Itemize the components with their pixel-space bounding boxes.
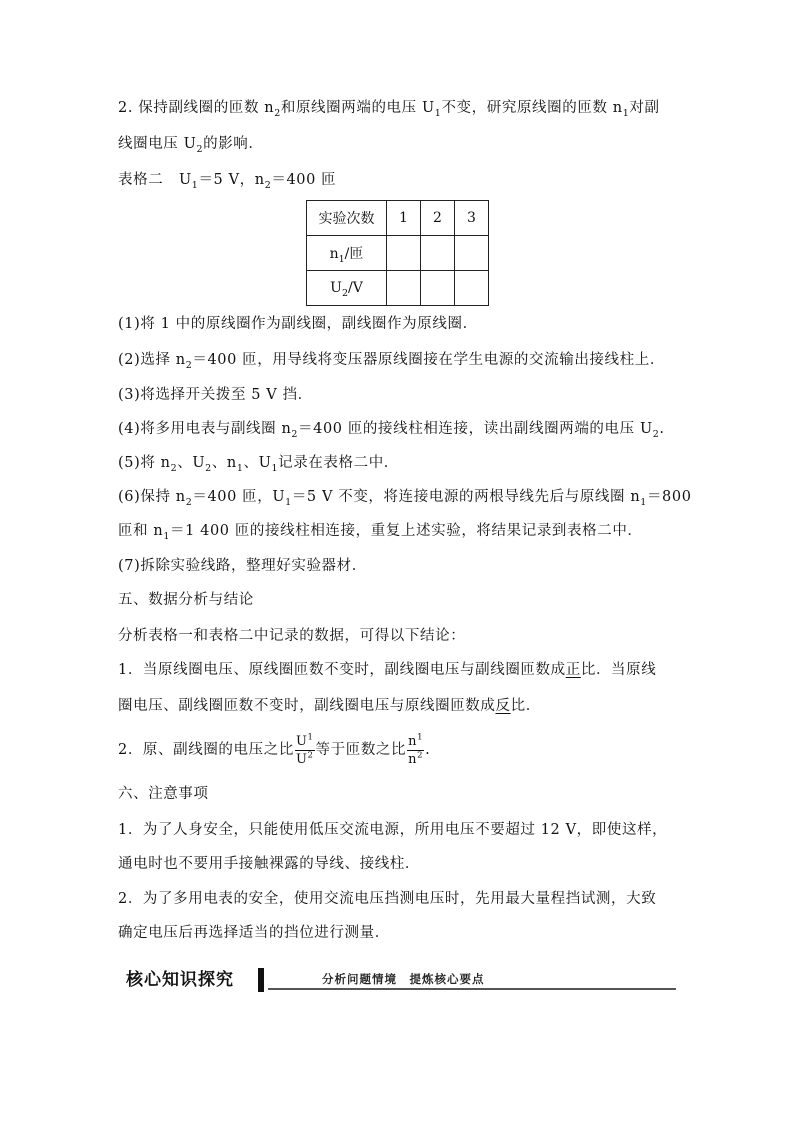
text: 通电时也不要用手接触裸露的导线、接线柱． <box>118 856 420 872</box>
fraction-numerator <box>407 733 424 751</box>
superscript: 2 <box>307 750 314 761</box>
conclusion-2 <box>118 732 430 768</box>
banner-subtitle: 分析问题情境 提炼核心要点 <box>322 972 485 986</box>
text: 不变，研究原线圈的匝数 n <box>441 100 623 116</box>
subscript: 1 <box>622 107 630 119</box>
table-cell: 实验次数 <box>307 201 387 236</box>
superscript: 2 <box>417 750 424 761</box>
text: 对副 <box>629 100 660 116</box>
subscript: 2 <box>205 462 212 474</box>
step-7 <box>118 556 367 576</box>
text: . <box>659 421 665 437</box>
table-row-n1 <box>307 236 489 271</box>
table-cell: 3 <box>455 201 489 236</box>
text: 、U <box>243 455 272 471</box>
text: (3)将选择开关拨至 5 V 挡． <box>118 387 313 403</box>
data-table <box>306 200 489 306</box>
paragraph-2-line-2 <box>118 134 264 154</box>
turns-ratio-fraction <box>407 733 424 768</box>
text: (6)保持 n <box>118 489 186 505</box>
step-4 <box>118 419 665 439</box>
text: /V <box>348 280 363 296</box>
table-label: 表格二 <box>118 172 164 188</box>
text: 记录在表格二中． <box>278 455 399 471</box>
table-row-label <box>307 236 387 271</box>
subscript: 2 <box>185 359 193 371</box>
step-5 <box>118 453 399 473</box>
text: U <box>178 172 192 188</box>
note-1-line-2 <box>118 854 420 874</box>
banner-title: 核心知识探究 <box>126 970 234 990</box>
text: 线圈电压 U <box>118 136 197 152</box>
text: 圈电压、副线圈匝数不变时，副线圈电压与原线圈匝数成 <box>118 698 496 714</box>
text: ＝400 匝的接线柱相连接，读出副线圈两端的电压 U <box>298 421 653 437</box>
text: 等于匝数之比 <box>315 742 407 758</box>
subscript: 2 <box>341 287 349 299</box>
text: 1．为了人身安全，只能使用低压交流电源，所用电压不要超过 12 V，即使这样， <box>118 822 668 838</box>
text: ＝800 <box>646 489 692 505</box>
paragraph-2-line-1 <box>118 98 660 118</box>
subscript: 1 <box>271 462 279 474</box>
text: (2)选择 n <box>118 352 186 368</box>
fraction-numerator <box>295 733 315 751</box>
text: n <box>329 246 339 262</box>
subscript: 2 <box>170 462 178 474</box>
banner-bar <box>258 968 264 992</box>
text: U <box>295 733 308 749</box>
banner-rule <box>268 988 676 990</box>
text: 1．当原线圈电压、原线圈匝数不变时，副线圈电压与副线圈匝数成 <box>118 662 566 678</box>
text: 五、数据分析与结论 <box>118 592 254 608</box>
table-cell-empty <box>387 271 421 306</box>
voltage-ratio-fraction <box>295 733 315 768</box>
step-1 <box>118 314 478 334</box>
text: ＝5 V 不变，将连接电源的两根导线先后与原线圈 n <box>291 489 641 505</box>
subscript: 1 <box>434 107 442 119</box>
text: 2. 保持副线圈的匝数 n <box>118 100 275 116</box>
step-2 <box>118 350 665 370</box>
text: (4)将多用电表与副线圈 n <box>118 421 292 437</box>
table-cell-empty <box>387 236 421 271</box>
table-cell-empty <box>455 271 489 306</box>
conclusion-1-line-2 <box>118 696 541 716</box>
subscript: 1 <box>163 530 171 542</box>
text: 六、注意事项 <box>118 786 209 802</box>
step-6-line-2 <box>118 521 643 541</box>
subscript: 2 <box>652 428 660 440</box>
text: 比．当原线 <box>580 662 657 678</box>
text: ＝400 匝，用导线将变压器原线圈接在学生电源的交流输出接线柱上． <box>192 352 665 368</box>
subscript: 2 <box>264 179 272 191</box>
text: 比． <box>510 698 541 714</box>
text: 的影响． <box>203 136 264 152</box>
text: 分析表格一和表格二中记录的数据，可得以下结论： <box>118 628 466 644</box>
subscript: 2 <box>196 143 204 155</box>
text: 、n <box>211 455 237 471</box>
fraction-denominator <box>407 751 424 768</box>
subscript: 2 <box>274 107 281 119</box>
text: 确定电压后再选择适当的挡位进行测量． <box>118 925 390 941</box>
table-caption <box>118 170 336 190</box>
subscript: 2 <box>185 496 193 508</box>
text: (5)将 n <box>118 455 171 471</box>
section-5-heading <box>118 590 254 610</box>
text: /匝 <box>344 246 364 262</box>
conclusion-1-line-1 <box>118 660 656 680</box>
text: n <box>408 751 418 767</box>
text: U <box>295 751 308 767</box>
subscript: 1 <box>285 496 292 508</box>
step-6-line-1 <box>118 487 692 507</box>
subscript: 2 <box>291 428 299 440</box>
table-row-header <box>307 201 489 236</box>
text: 2．为了多用电表的安全，使用交流电压挡测电压时，先用最大量程挡试测，大致 <box>118 891 657 907</box>
text: (7)拆除实验线路，整理好实验器材． <box>118 558 367 574</box>
superscript: 1 <box>307 732 314 743</box>
text: ＝400 匝，U <box>192 489 286 505</box>
note-1-line-1 <box>118 820 667 840</box>
subscript: 1 <box>191 179 199 191</box>
underlined-answer: 反 <box>495 698 511 714</box>
table-cell-empty <box>421 236 455 271</box>
text: ＝400 匝 <box>271 172 337 188</box>
fraction-denominator <box>295 751 315 768</box>
superscript: 1 <box>417 732 424 743</box>
section-5-intro <box>118 626 465 646</box>
section-banner <box>118 966 676 994</box>
step-3 <box>118 385 313 405</box>
subscript: 1 <box>338 253 345 265</box>
note-2-line-1 <box>118 889 656 909</box>
section-6-heading <box>118 784 209 804</box>
text: . <box>425 742 431 758</box>
text: n <box>408 733 418 749</box>
text: 匝和 n <box>118 523 164 539</box>
table-row-u2 <box>307 271 489 306</box>
subscript: 1 <box>236 462 244 474</box>
note-2-line-2 <box>118 923 390 943</box>
text: 和原线圈两端的电压 U <box>280 100 435 116</box>
text: ＝1 400 匝的接线柱相连接，重复上述实验，将结果记录到表格二中． <box>170 523 643 539</box>
text: ＝5 V，n <box>198 172 265 188</box>
underlined-answer: 正 <box>565 662 581 678</box>
table-cell: 1 <box>387 201 421 236</box>
text: 、U <box>177 455 206 471</box>
subscript: 1 <box>640 496 647 508</box>
text: 2．原、副线圈的电压之比 <box>118 742 294 758</box>
text: (1)将 1 中的原线圈作为副线圈，副线圈作为原线圈． <box>118 316 478 332</box>
table-cell-empty <box>455 236 489 271</box>
table-row-label <box>307 271 387 306</box>
table-cell-empty <box>421 271 455 306</box>
text: U <box>330 280 342 296</box>
table-cell: 2 <box>421 201 455 236</box>
